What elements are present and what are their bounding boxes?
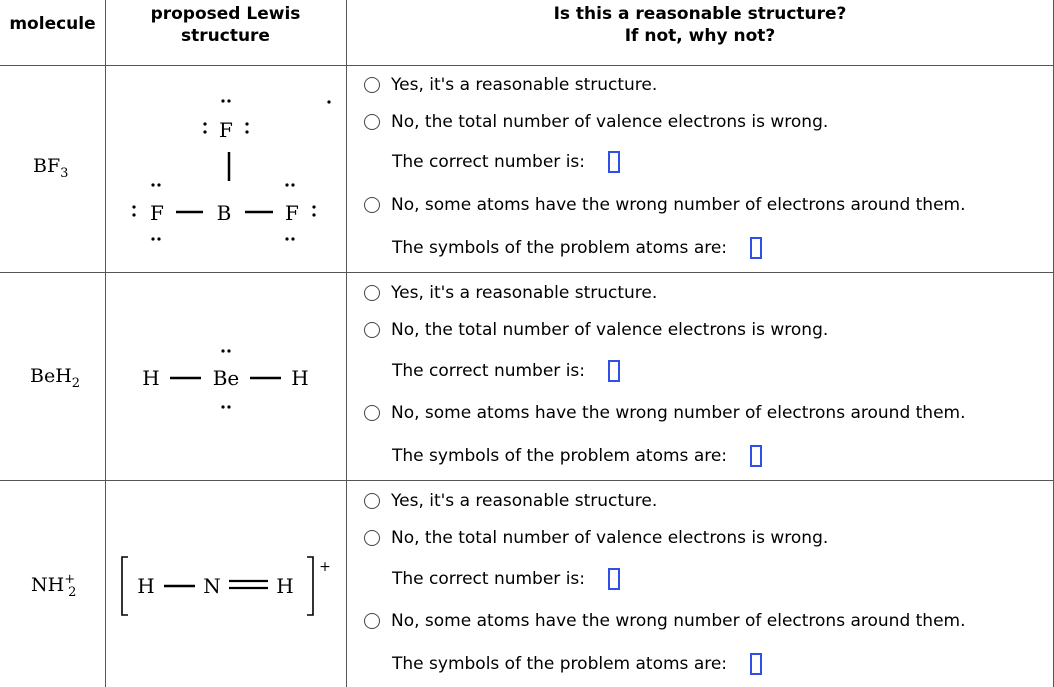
header-structure <box>105 3 346 47</box>
atom-h-right: H <box>276 574 294 598</box>
molecule-bf3: $BF_3$ <box>33 155 69 181</box>
header-question <box>346 3 1054 47</box>
molecule-beh2: BeH$_2$ <box>30 365 81 391</box>
option-valence-wrong[interactable]: No, the total number of valence electrons is wrong. <box>364 110 828 134</box>
option-valence-wrong[interactable]: No, the total number of valence electrons is wrong. <box>364 526 828 550</box>
correct-number-input[interactable] <box>608 568 620 590</box>
header-molecule: molecule <box>9 14 96 34</box>
radio-button[interactable] <box>364 613 380 629</box>
option-yes-reasonable[interactable]: Yes, it's a reasonable structure. <box>364 281 657 305</box>
problem-atoms-input[interactable] <box>750 653 762 675</box>
atom-h-left: H <box>142 366 160 390</box>
atom-f-top: F <box>219 118 233 142</box>
header-question-line2: If not, why not? <box>624 26 776 46</box>
correct-number-row: The correct number is: <box>392 149 620 175</box>
molecule-nh2-plus: $NH^+_2$ <box>31 572 77 600</box>
atom-h-right: H <box>291 366 309 390</box>
option-yes-reasonable[interactable]: Yes, it's a reasonable structure. <box>364 489 657 513</box>
problem-atoms-row: The symbols of the problem atoms are: <box>392 443 762 469</box>
charge-plus: + <box>319 559 331 575</box>
header-structure-line1: proposed Lewis <box>150 4 301 24</box>
radio-button[interactable] <box>364 530 380 546</box>
lewis-structure-bf3 <box>106 66 346 272</box>
radio-button[interactable] <box>364 405 380 421</box>
radio-button[interactable] <box>364 322 380 338</box>
lewis-structure-beh2 <box>106 273 346 480</box>
correct-number-row: The correct number is: <box>392 358 620 384</box>
atom-f-left: F <box>150 201 164 225</box>
atom-n-center: N <box>203 574 221 598</box>
correct-number-input[interactable] <box>608 151 620 173</box>
correct-number-input[interactable] <box>608 360 620 382</box>
option-atoms-wrong[interactable]: No, some atoms have the wrong number of electrons around them. <box>364 609 966 633</box>
option-yes-reasonable[interactable]: Yes, it's a reasonable structure. <box>364 73 657 97</box>
radio-button[interactable] <box>364 77 380 93</box>
atom-b-center: B <box>216 201 232 225</box>
atom-f-right: F <box>285 201 299 225</box>
column-divider <box>346 0 347 687</box>
atom-h-left: H <box>137 574 155 598</box>
atom-be-center: Be <box>212 366 240 390</box>
header-question-line1: Is this a reasonable structure? <box>553 4 847 24</box>
correct-number-row: The correct number is: <box>392 566 620 592</box>
problem-atoms-row: The symbols of the problem atoms are: <box>392 651 762 677</box>
option-valence-wrong[interactable]: No, the total number of valence electrons is wrong. <box>364 318 828 342</box>
problem-atoms-row: The symbols of the problem atoms are: <box>392 235 762 261</box>
header-structure-line2: structure <box>181 26 270 46</box>
option-atoms-wrong[interactable]: No, some atoms have the wrong number of electrons around them. <box>364 193 966 217</box>
problem-atoms-input[interactable] <box>750 237 762 259</box>
radio-button[interactable] <box>364 197 380 213</box>
radio-button[interactable] <box>364 285 380 301</box>
radio-button[interactable] <box>364 493 380 509</box>
option-atoms-wrong[interactable]: No, some atoms have the wrong number of electrons around them. <box>364 401 966 425</box>
lewis-structure-nh2-plus <box>106 481 346 687</box>
problem-atoms-input[interactable] <box>750 445 762 467</box>
radio-button[interactable] <box>364 114 380 130</box>
